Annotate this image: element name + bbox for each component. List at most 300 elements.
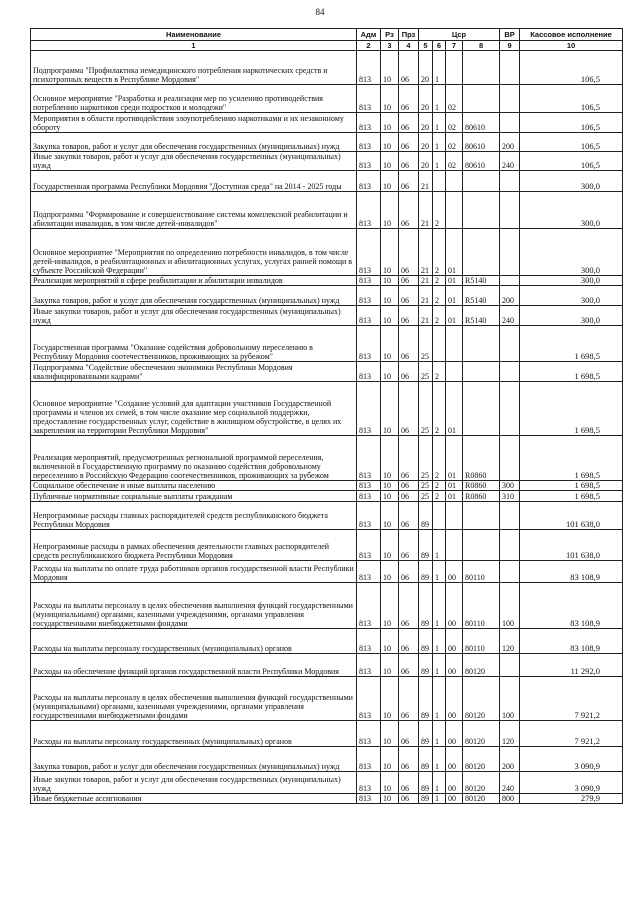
row-csr-program: 21 [419, 306, 433, 326]
row-vr [500, 276, 520, 286]
row-csr-subprogram: 2 [433, 229, 446, 276]
col-number: 5 [419, 41, 433, 51]
row-name: Непрограммные расходы главных распорядителей средств республиканского бюджета Республики Мордовия [31, 502, 357, 530]
row-csr-direction: R5140 [463, 306, 500, 326]
row-csr-direction [463, 502, 500, 530]
row-prz: 06 [399, 436, 419, 481]
row-csr-subprogram: 2 [433, 436, 446, 481]
row-rz: 10 [381, 133, 399, 152]
row-prz: 06 [399, 629, 419, 654]
row-prz: 06 [399, 152, 419, 171]
row-name: Подпрограмма "Содействие обеспечению экономики Республики Мордовия квалифицированными кадрами" [31, 362, 357, 382]
row-csr-subprogram: 1 [433, 561, 446, 583]
table-row [31, 502, 623, 530]
table-row [31, 113, 623, 133]
table-row [31, 326, 623, 362]
row-csr-subprogram: 1 [433, 85, 446, 113]
row-csr-event [446, 51, 463, 85]
row-rz: 10 [381, 306, 399, 326]
row-vr: 120 [500, 629, 520, 654]
row-vr: 800 [500, 794, 520, 804]
col-number: 6 [433, 41, 446, 51]
row-adm: 813 [357, 502, 381, 530]
row-name: Расходы на выплаты персоналу в целях обеспечения выполнения функций государственными (муниципальными) органами, казенными учреждениями, органами управления государственными внебюджетными фондами [31, 583, 357, 629]
row-rz: 10 [381, 502, 399, 530]
row-csr-event: 00 [446, 629, 463, 654]
row-rz: 10 [381, 530, 399, 561]
row-csr-program: 21 [419, 192, 433, 229]
row-amount: 106,5 [520, 133, 623, 152]
col-number: 9 [500, 41, 520, 51]
row-prz: 06 [399, 747, 419, 772]
row-amount: 11 292,0 [520, 654, 623, 677]
row-prz: 06 [399, 276, 419, 286]
header-cash: Кассовое исполнение [520, 29, 623, 41]
table-row [31, 629, 623, 654]
row-adm: 813 [357, 326, 381, 362]
row-csr-program: 89 [419, 794, 433, 804]
table-row [31, 654, 623, 677]
row-csr-event [446, 326, 463, 362]
row-amount: 83 108,9 [520, 561, 623, 583]
row-adm: 813 [357, 276, 381, 286]
header-prz: Прз [399, 29, 419, 41]
row-csr-program: 21 [419, 286, 433, 306]
row-amount: 300,0 [520, 276, 623, 286]
row-prz: 06 [399, 794, 419, 804]
row-rz: 10 [381, 794, 399, 804]
row-csr-event: 01 [446, 306, 463, 326]
row-csr-direction [463, 51, 500, 85]
row-csr-program: 21 [419, 229, 433, 276]
row-csr-program: 89 [419, 561, 433, 583]
row-csr-direction: 80120 [463, 721, 500, 747]
row-vr: 200 [500, 747, 520, 772]
row-csr-event: 00 [446, 772, 463, 794]
row-adm: 813 [357, 286, 381, 306]
row-csr-event [446, 171, 463, 192]
row-prz: 06 [399, 481, 419, 491]
row-name: Иные бюджетные ассигнования [31, 794, 357, 804]
row-csr-event: 01 [446, 481, 463, 491]
row-vr [500, 436, 520, 481]
row-rz: 10 [381, 192, 399, 229]
row-adm: 813 [357, 794, 381, 804]
row-csr-event: 00 [446, 794, 463, 804]
row-csr-direction [463, 382, 500, 436]
row-vr: 240 [500, 306, 520, 326]
row-csr-event: 01 [446, 286, 463, 306]
row-prz: 06 [399, 229, 419, 276]
row-adm: 813 [357, 677, 381, 721]
table-row [31, 561, 623, 583]
row-vr: 310 [500, 491, 520, 502]
table-row [31, 772, 623, 794]
row-name: Основное мероприятие "Разработка и реализация мер по усилению противодействия потреблению наркотиков среди подростков и молодежи" [31, 85, 357, 113]
row-csr-event [446, 362, 463, 382]
row-name: Расходы на выплаты персоналу в целях обеспечения выполнения функций государственными (муниципальными) органами, казенными учреждениями, органами управления государственными внебюджетными фондами [31, 677, 357, 721]
table-row [31, 85, 623, 113]
table-row [31, 583, 623, 629]
row-name: Закупка товаров, работ и услуг для обеспечения государственных (муниципальных) нужд [31, 133, 357, 152]
table-row [31, 677, 623, 721]
row-vr: 240 [500, 772, 520, 794]
row-rz: 10 [381, 326, 399, 362]
row-rz: 10 [381, 362, 399, 382]
row-prz: 06 [399, 113, 419, 133]
row-csr-subprogram: 1 [433, 772, 446, 794]
row-csr-direction: R0860 [463, 481, 500, 491]
row-amount: 7 921,2 [520, 721, 623, 747]
row-prz: 06 [399, 583, 419, 629]
row-csr-program: 89 [419, 530, 433, 561]
table-row [31, 747, 623, 772]
row-csr-subprogram: 2 [433, 306, 446, 326]
row-csr-program: 89 [419, 772, 433, 794]
row-rz: 10 [381, 629, 399, 654]
row-rz: 10 [381, 772, 399, 794]
row-csr-program: 25 [419, 382, 433, 436]
table-row [31, 491, 623, 502]
row-vr: 100 [500, 583, 520, 629]
row-csr-event: 01 [446, 436, 463, 481]
row-amount: 1 698,5 [520, 481, 623, 491]
row-name: Государственная программа "Оказание содействия добровольному переселению в Республику Мордовия соотечественников, проживающих за рубежом" [31, 326, 357, 362]
row-csr-direction: R0860 [463, 436, 500, 481]
row-amount: 1 698,5 [520, 362, 623, 382]
row-amount: 106,5 [520, 152, 623, 171]
row-csr-subprogram: 1 [433, 113, 446, 133]
row-csr-direction: 80120 [463, 772, 500, 794]
row-csr-event: 00 [446, 561, 463, 583]
table-body [31, 51, 623, 804]
row-rz: 10 [381, 51, 399, 85]
table-row [31, 51, 623, 85]
col-number: 8 [463, 41, 500, 51]
row-prz: 06 [399, 772, 419, 794]
row-amount: 1 698,5 [520, 382, 623, 436]
row-rz: 10 [381, 152, 399, 171]
row-csr-program: 25 [419, 436, 433, 481]
row-csr-event: 01 [446, 382, 463, 436]
table-row [31, 192, 623, 229]
row-rz: 10 [381, 436, 399, 481]
row-csr-subprogram: 1 [433, 530, 446, 561]
table-row [31, 133, 623, 152]
header-adm: Адм [357, 29, 381, 41]
row-name: Расходы на обеспечение функций органов государственной власти Республики Мордовия [31, 654, 357, 677]
row-csr-program: 25 [419, 326, 433, 362]
row-csr-direction: R5140 [463, 276, 500, 286]
row-amount: 300,0 [520, 306, 623, 326]
row-csr-event: 00 [446, 583, 463, 629]
row-prz: 06 [399, 721, 419, 747]
row-prz: 06 [399, 85, 419, 113]
row-prz: 06 [399, 362, 419, 382]
row-rz: 10 [381, 382, 399, 436]
row-csr-program: 89 [419, 629, 433, 654]
row-rz: 10 [381, 654, 399, 677]
row-amount: 101 638,0 [520, 530, 623, 561]
row-csr-program: 89 [419, 583, 433, 629]
row-csr-subprogram: 2 [433, 491, 446, 502]
row-adm: 813 [357, 51, 381, 85]
row-csr-direction [463, 229, 500, 276]
row-csr-event: 00 [446, 654, 463, 677]
row-name: Подпрограмма "Профилактика немедицинского потребления наркотических средств и психотропных веществ в Республике Мордовия" [31, 51, 357, 85]
row-amount: 279,9 [520, 794, 623, 804]
row-rz: 10 [381, 721, 399, 747]
row-vr: 100 [500, 677, 520, 721]
row-name: Реализация мероприятий, предусмотренных региональной программой переселения, включенной в Государственную программу по оказанию содействия добровольному переселению в Российскую Федерацию соотечественников, проживающих за рубежом [31, 436, 357, 481]
row-csr-direction: 80610 [463, 133, 500, 152]
row-adm: 813 [357, 362, 381, 382]
row-vr [500, 229, 520, 276]
row-csr-direction [463, 326, 500, 362]
row-prz: 06 [399, 654, 419, 677]
row-csr-program: 89 [419, 654, 433, 677]
row-csr-program: 21 [419, 171, 433, 192]
row-amount: 300,0 [520, 229, 623, 276]
row-csr-event: 00 [446, 721, 463, 747]
row-csr-subprogram: 2 [433, 286, 446, 306]
row-csr-program: 20 [419, 113, 433, 133]
row-name: Социальное обеспечение и иные выплаты населению [31, 481, 357, 491]
row-csr-subprogram: 2 [433, 192, 446, 229]
row-vr: 200 [500, 286, 520, 306]
row-csr-subprogram: 1 [433, 677, 446, 721]
row-rz: 10 [381, 677, 399, 721]
row-rz: 10 [381, 171, 399, 192]
row-vr [500, 362, 520, 382]
row-name: Мероприятия в области противодействия злоупотреблению наркотиками и их незаконному обороту [31, 113, 357, 133]
row-prz: 06 [399, 133, 419, 152]
row-adm: 813 [357, 747, 381, 772]
row-adm: 813 [357, 491, 381, 502]
row-prz: 06 [399, 677, 419, 721]
header-name: Наименование [31, 29, 357, 41]
header-rz: Рз [381, 29, 399, 41]
table-row [31, 276, 623, 286]
row-csr-subprogram [433, 326, 446, 362]
table-row [31, 382, 623, 436]
row-csr-direction: 80120 [463, 747, 500, 772]
row-adm: 813 [357, 530, 381, 561]
row-vr [500, 561, 520, 583]
col-number: 10 [520, 41, 623, 51]
row-csr-event: 02 [446, 152, 463, 171]
row-rz: 10 [381, 276, 399, 286]
row-amount: 300,0 [520, 286, 623, 306]
row-rz: 10 [381, 481, 399, 491]
row-csr-direction: 80110 [463, 561, 500, 583]
row-amount: 7 921,2 [520, 677, 623, 721]
row-csr-program: 25 [419, 481, 433, 491]
row-amount: 1 698,5 [520, 326, 623, 362]
row-amount: 101 638,0 [520, 502, 623, 530]
row-csr-event: 02 [446, 85, 463, 113]
row-adm: 813 [357, 481, 381, 491]
row-adm: 813 [357, 654, 381, 677]
row-prz: 06 [399, 306, 419, 326]
row-csr-event [446, 192, 463, 229]
table-row [31, 721, 623, 747]
row-csr-event: 01 [446, 229, 463, 276]
row-adm: 813 [357, 229, 381, 276]
row-adm: 813 [357, 772, 381, 794]
row-rz: 10 [381, 491, 399, 502]
row-csr-event: 02 [446, 133, 463, 152]
row-csr-subprogram: 1 [433, 654, 446, 677]
row-adm: 813 [357, 85, 381, 113]
col-number: 2 [357, 41, 381, 51]
row-amount: 83 108,9 [520, 629, 623, 654]
row-prz: 06 [399, 382, 419, 436]
row-csr-direction: 80110 [463, 629, 500, 654]
row-name: Реализация мероприятий в сфере реабилитации и абилитации инвалидов [31, 276, 357, 286]
header-csr: Цср [419, 29, 500, 41]
row-amount: 106,5 [520, 85, 623, 113]
row-name: Подпрограмма "Формирование и совершенствование системы комплексной реабилитации и абилитации инвалидов, в том числе детей-инвалидов" [31, 192, 357, 229]
row-vr [500, 85, 520, 113]
row-csr-event: 01 [446, 491, 463, 502]
row-adm: 813 [357, 192, 381, 229]
row-csr-direction: 80610 [463, 113, 500, 133]
row-adm: 813 [357, 436, 381, 481]
row-csr-subprogram: 1 [433, 629, 446, 654]
row-amount: 106,5 [520, 51, 623, 85]
row-csr-subprogram: 1 [433, 721, 446, 747]
row-name: Основное мероприятие "Мероприятия по определению потребности инвалидов, в том числе детей-инвалидов, в реабилитационных и абилитационных услугах, услугах ранней помощи в субъекте Российской Федерации" [31, 229, 357, 276]
row-amount: 1 698,5 [520, 436, 623, 481]
row-csr-subprogram: 1 [433, 747, 446, 772]
row-prz: 06 [399, 561, 419, 583]
row-csr-subprogram: 2 [433, 362, 446, 382]
row-csr-direction: 80610 [463, 152, 500, 171]
row-vr [500, 382, 520, 436]
table-row [31, 481, 623, 491]
row-amount: 3 090,9 [520, 747, 623, 772]
budget-table [30, 28, 623, 804]
row-name: Основное мероприятие "Создание условий для адаптации участников Государственной программы и членов их семей, в том числе оказание мер социальной поддержки, предоставление государственных услуг, содействие в жилищном обустройстве, в целях их закрепления на территории Республики Мордовия" [31, 382, 357, 436]
row-name: Непрограммные расходы в рамках обеспечения деятельности главных распорядителей средств республиканского бюджета Республики Мордовия [31, 530, 357, 561]
row-csr-subprogram: 1 [433, 152, 446, 171]
row-vr [500, 51, 520, 85]
row-name: Расходы на выплаты по оплате труда работников органов государственной власти Республики Мордовия [31, 561, 357, 583]
row-name: Расходы на выплаты персоналу государственных (муниципальных) органов [31, 629, 357, 654]
row-rz: 10 [381, 229, 399, 276]
row-amount: 106,5 [520, 113, 623, 133]
row-vr: 300 [500, 481, 520, 491]
row-csr-direction [463, 171, 500, 192]
row-amount: 1 698,5 [520, 491, 623, 502]
row-csr-program: 89 [419, 502, 433, 530]
table-row [31, 286, 623, 306]
table-row [31, 436, 623, 481]
row-csr-direction: 80120 [463, 794, 500, 804]
row-vr: 200 [500, 133, 520, 152]
table-row [31, 152, 623, 171]
row-csr-event [446, 502, 463, 530]
row-prz: 06 [399, 286, 419, 306]
row-csr-program: 25 [419, 491, 433, 502]
row-name: Публичные нормативные социальные выплаты гражданам [31, 491, 357, 502]
row-csr-program: 20 [419, 85, 433, 113]
row-adm: 813 [357, 171, 381, 192]
col-number: 3 [381, 41, 399, 51]
col-number: 4 [399, 41, 419, 51]
page-number: 84 [315, 7, 325, 17]
row-name: Иные закупки товаров, работ и услуг для обеспечения государственных (муниципальных) нужд [31, 772, 357, 794]
row-csr-subprogram [433, 502, 446, 530]
row-name: Иные закупки товаров, работ и услуг для обеспечения государственных (муниципальных) нужд [31, 152, 357, 171]
row-csr-program: 20 [419, 51, 433, 85]
row-prz: 06 [399, 491, 419, 502]
row-adm: 813 [357, 583, 381, 629]
row-adm: 813 [357, 382, 381, 436]
table-row [31, 794, 623, 804]
row-vr [500, 192, 520, 229]
row-csr-direction: 80110 [463, 583, 500, 629]
row-csr-program: 21 [419, 276, 433, 286]
row-prz: 06 [399, 192, 419, 229]
row-vr [500, 171, 520, 192]
row-adm: 813 [357, 629, 381, 654]
row-csr-event: 02 [446, 113, 463, 133]
row-name: Иные закупки товаров, работ и услуг для обеспечения государственных (муниципальных) нужд [31, 306, 357, 326]
row-prz: 06 [399, 326, 419, 362]
row-csr-program: 20 [419, 152, 433, 171]
row-csr-program: 89 [419, 677, 433, 721]
row-vr [500, 326, 520, 362]
row-adm: 813 [357, 133, 381, 152]
row-name: Закупка товаров, работ и услуг для обеспечения государственных (муниципальных) нужд [31, 747, 357, 772]
row-csr-program: 20 [419, 133, 433, 152]
row-vr [500, 530, 520, 561]
row-name: Государственная программа Республики Мордовия "Доступная среда" на 2014 - 2025 годы [31, 171, 357, 192]
row-csr-direction: R0860 [463, 491, 500, 502]
row-csr-subprogram: 2 [433, 276, 446, 286]
table-row [31, 530, 623, 561]
row-rz: 10 [381, 113, 399, 133]
row-adm: 813 [357, 152, 381, 171]
row-amount: 3 090,9 [520, 772, 623, 794]
row-prz: 06 [399, 502, 419, 530]
header-row [31, 29, 623, 41]
row-csr-event: 00 [446, 677, 463, 721]
table-row [31, 362, 623, 382]
column-number-row [31, 41, 623, 51]
row-csr-direction [463, 530, 500, 561]
row-csr-direction [463, 192, 500, 229]
row-vr [500, 113, 520, 133]
row-adm: 813 [357, 113, 381, 133]
row-csr-event: 00 [446, 747, 463, 772]
row-csr-subprogram: 1 [433, 794, 446, 804]
row-rz: 10 [381, 583, 399, 629]
row-csr-event: 01 [446, 276, 463, 286]
row-csr-direction [463, 85, 500, 113]
row-csr-direction: 80120 [463, 654, 500, 677]
table-row [31, 171, 623, 192]
row-csr-subprogram: 1 [433, 583, 446, 629]
col-number: 1 [31, 41, 357, 51]
row-csr-subprogram: 1 [433, 133, 446, 152]
row-adm: 813 [357, 721, 381, 747]
row-adm: 813 [357, 306, 381, 326]
row-csr-direction [463, 362, 500, 382]
row-csr-direction: 80120 [463, 677, 500, 721]
